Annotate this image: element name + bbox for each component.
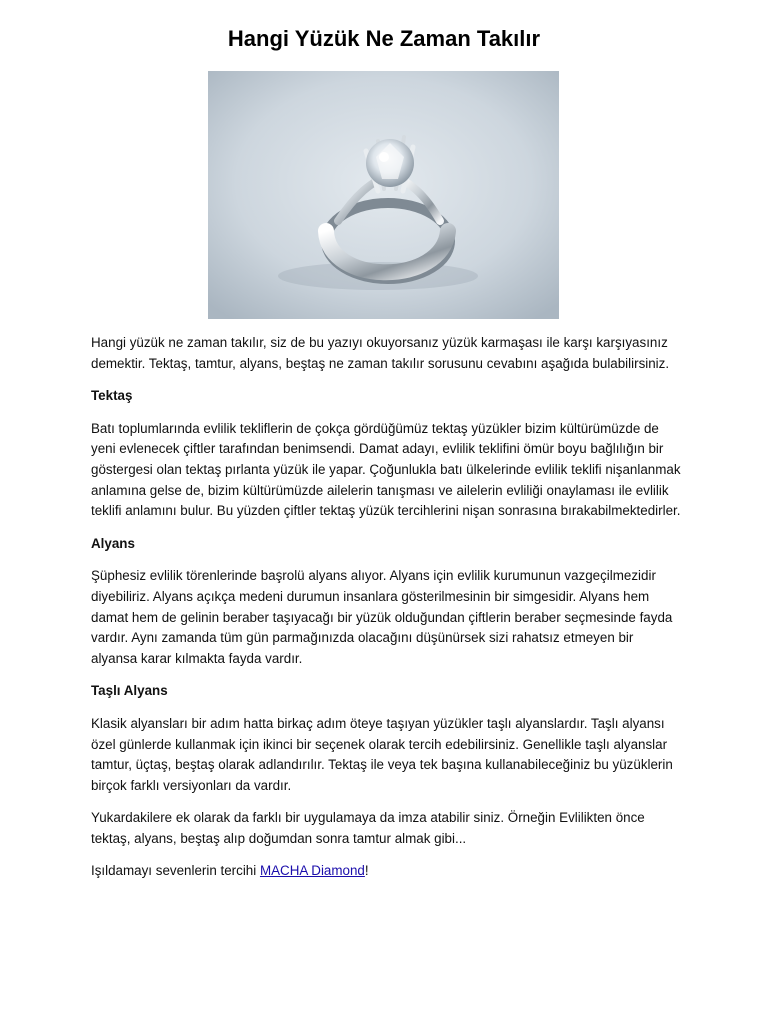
section-body-tasli-alyans: Klasik alyansları bir adım hatta birkaç adım öteye taşıyan yüzükler taşlı alyanslardır. Taşlı alyansı özel günlerde kullanmak için ikinci bir seçenek olarak tercih edebilirsiniz. Genellikle taşlı alyanslar tamtur, üçtaş, beştaş olarak adlandırılır. Tektaş ile veya tek başına kullanabileceğiniz bu yüzüklerin birçok farklı versiyonları da vardır. [91, 715, 673, 793]
intro-paragraph: Hangi yüzük ne zaman takılır, siz de bu yazıyı okuyorsanız yüzük karmaşası ile karşı karşıyasınız demektir. Tektaş, tamtur, alyans, beştaş ne zaman takılır sorusunu cevabını aşağıda bulabilirsiniz. [91, 335, 670, 371]
macha-diamond-link[interactable]: MACHA Diamond [259, 863, 365, 879]
closing-suffix: ! [364, 863, 369, 879]
section-heading-tektas: Tektaş [91, 388, 133, 404]
section-body-alyans: Şüphesiz evlilik törenlerinde başrolü alyans alıyor. Alyans için evlilik kurumunun vazgeçilmezidir diyebiliriz. Alyans açıkça medeni durumun insanlara gösterilmesinin bir simgesidir. Alyans hem damat hem de gelinin beraber taşıyacağı bir yüzük olduğundan çiftlerin beraber seçmesinde fayda vardır. Aynı zamanda tüm gün parmağınızda olacağını düşünürsek sizi rahatsız etmeyen bir alyansa karar kılmakta fayda vardır. [91, 568, 673, 666]
section-heading-tasli-alyans: Taşlı Alyans [91, 683, 168, 699]
section-heading-alyans: Alyans [91, 535, 135, 551]
article-body [91, 333, 681, 894]
extra-paragraph: Yukardakilere ek olarak da farklı bir uygulamaya da imza atabilir siniz. Örneğin Evlilikten önce tektaş, alyans, beştaş alıp doğumdan sonra tamtur almak gibi... [91, 810, 645, 846]
closing-prefix: Işıldamayı sevenlerin tercihi [91, 863, 260, 879]
section-body-tektas: Batı toplumlarında evlilik tekliflerin de çokça gördüğümüz tektaş yüzükler bizim kültürümüzde de yeni evlenecek çiftler tarafından benimsendi. Damat adayı, evlilik teklifini ömür boyu bağlılığın bir göstergesi olan tektaş pırlanta yüzük ile yapar. Çoğunlukla batı ülkelerinde evlilik teklifi nişanlanmak anlamına gelse de, bizim kültürümüzde ailelerin tanışması ve ailelerin evliliği onaylaması ile evlilik teklifi anlamını bulur. Bu yüzden çiftler tektaş yüzük tercihlerini nişan sonrasına bırakabilmektedirler. [91, 420, 681, 519]
ring-photo [208, 71, 559, 319]
closing-paragraph [91, 861, 681, 882]
page-title: Hangi Yüzük Ne Zaman Takılır [227, 26, 541, 51]
